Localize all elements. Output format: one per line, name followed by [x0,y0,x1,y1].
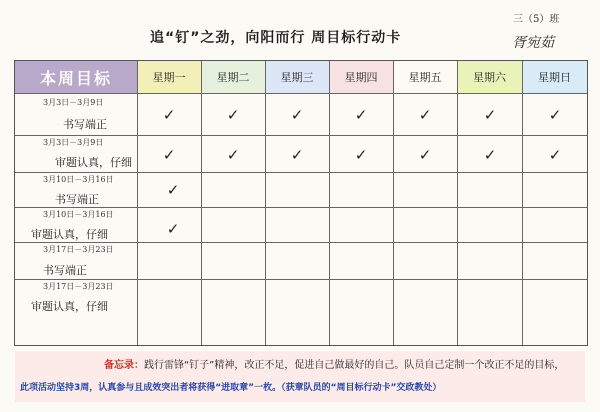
row-goal: 书写端正 [55,193,99,206]
row-goal: 审题认真，仔细 [31,228,108,241]
check-mark: ✓ [483,146,497,164]
column-divider [201,61,202,345]
class-note: 三（5）班 [513,14,560,25]
row-divider [15,172,587,173]
check-mark: ✓ [226,106,240,124]
check-mark: ✓ [290,146,304,164]
row-date: 3月3日－3月9日 [43,138,104,147]
column-divider [329,61,330,345]
row-goal: 书写端正 [43,264,87,277]
day-header-fri: 星期五 [393,61,457,93]
day-header-wed: 星期三 [265,61,329,93]
row-divider [15,279,587,280]
check-mark: ✓ [354,146,368,164]
column-divider [522,61,523,345]
day-header-tue: 星期二 [201,61,265,93]
check-mark: ✓ [166,220,180,238]
student-name: 胥宛茹 [512,35,554,51]
row-goal: 审题认真，仔细 [55,156,132,169]
check-mark: ✓ [354,106,368,124]
row-date: 3月10日－3月16日 [43,175,114,184]
column-divider [137,61,138,345]
row-date: 3月17日－3月23日 [43,245,114,254]
memo-line-1 [104,356,564,371]
check-mark: ✓ [548,106,562,124]
goal-column-header: 本周目标 [15,61,137,93]
check-mark: ✓ [418,146,432,164]
day-header-mon: 星期一 [137,61,201,93]
day-header-thu: 星期四 [329,61,393,93]
column-divider [265,61,266,345]
memo-label: 备忘录： [104,360,144,371]
row-divider [15,207,587,208]
check-mark: ✓ [166,181,180,199]
check-mark: ✓ [483,106,497,124]
memo-text: 践行雷锋“钉子”精神，改正不足，促进自己做最好的自己。队员自己定制一个改正不足的目标， [144,360,565,371]
row-goal: 审题认真，仔细 [31,300,108,313]
row-date: 3月10日－3月16日 [43,210,114,219]
check-mark: ✓ [226,146,240,164]
row-date: 3月17日－3月23日 [43,282,114,291]
column-divider [457,61,458,345]
row-date: 3月3日－3月9日 [43,98,104,107]
check-mark: ✓ [418,106,432,124]
check-mark: ✓ [290,106,304,124]
row-divider [15,242,587,243]
card-title: 追“钉”之劲，向阳而行 周目标行动卡 [150,30,402,46]
column-divider [393,61,394,345]
header-divider [15,93,587,94]
day-header-sun: 星期日 [522,61,587,93]
check-mark: ✓ [162,106,176,124]
row-divider [15,135,587,136]
day-header-sat: 星期六 [457,61,522,93]
memo-line-2: 此项活动坚持3周，认真参与且成效突出者将获得“进取章”一枚。（获章队员的“周目标行动卡”交政教处） [20,383,442,393]
goal-table [14,60,588,346]
check-mark: ✓ [162,146,176,164]
row-goal: 书写端正 [63,118,107,131]
check-mark: ✓ [548,146,562,164]
